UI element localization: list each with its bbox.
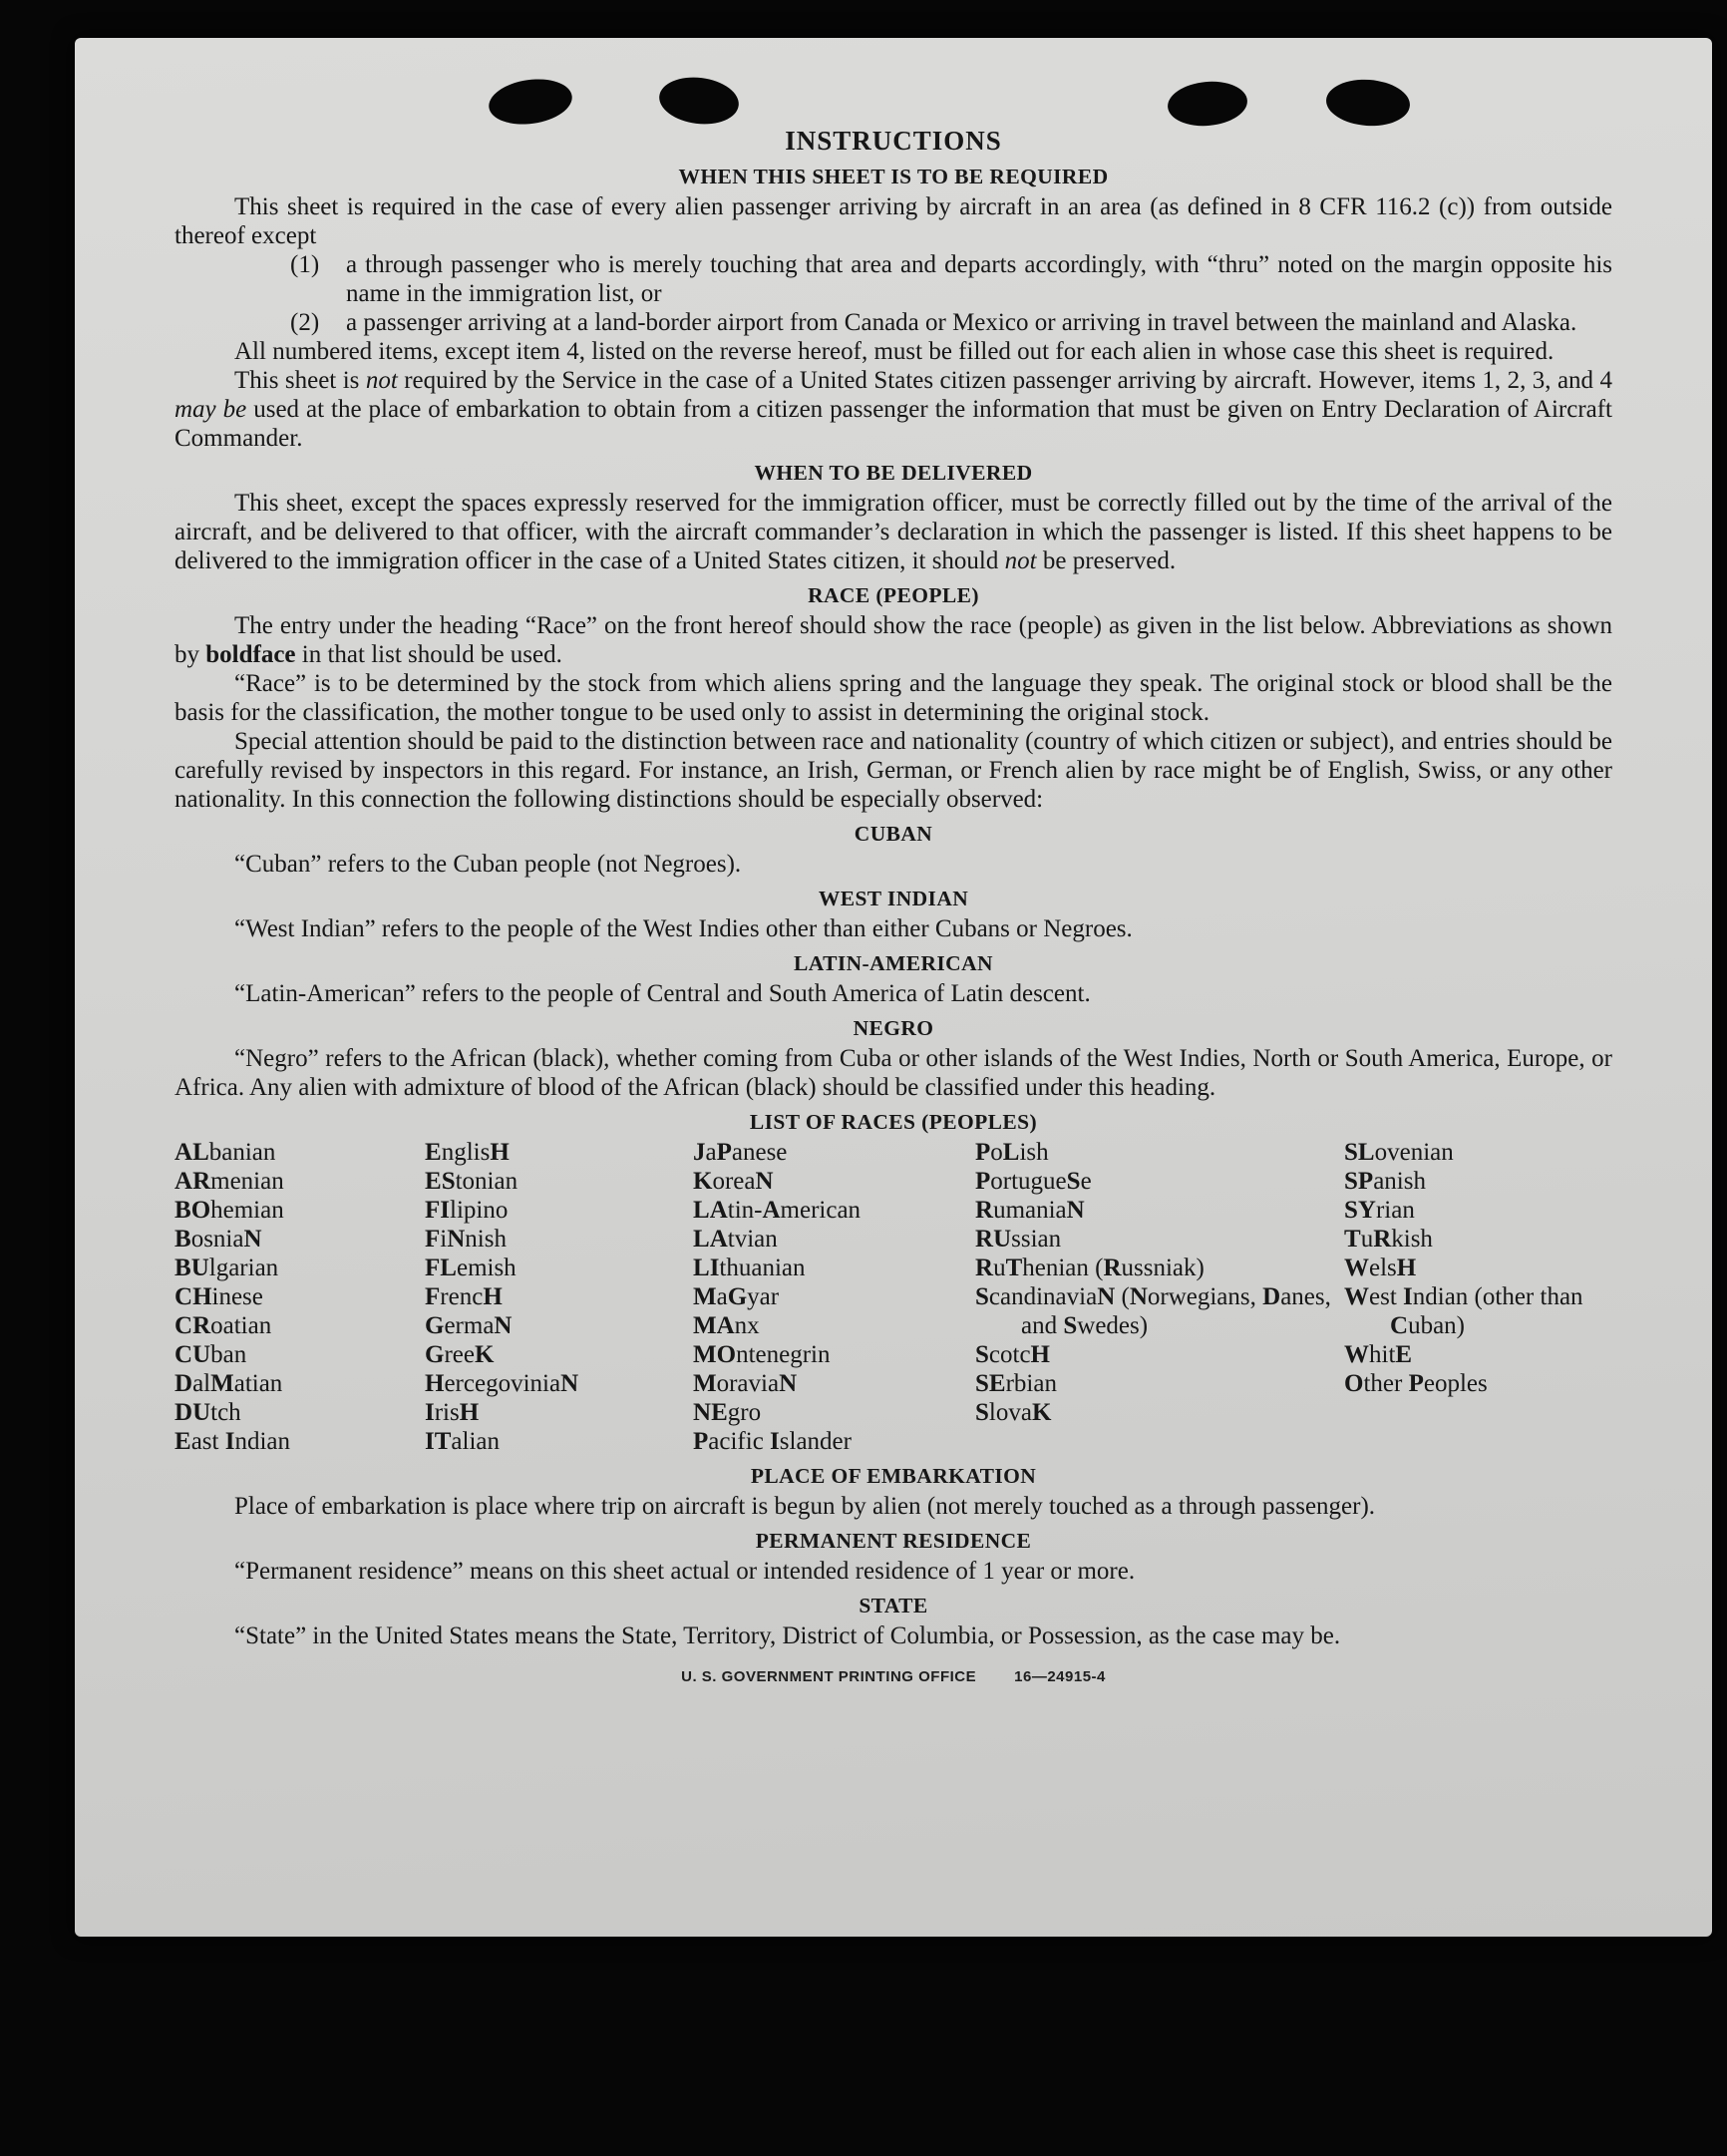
race-item: RumaniaN (975, 1197, 1085, 1224)
race-item: West Indian (other than Cuban) (1344, 1283, 1583, 1339)
paragraph-delivered-1: This sheet, except the spaces expressly reserved for the immigration officer, must be correctly filled out by the time of the arrival of the aircraft, and be delivered to that officer, with the aircraft commander’s declaration in which the passenger is listed. If this sheet happens to be delivered to the immigration officer in the case of a United States citizen, it should not be preserved. (174, 490, 1612, 574)
race-item: JaPanese (693, 1139, 788, 1166)
race-item: DalMatian (174, 1370, 283, 1397)
race-item: HercegoviniaN (425, 1370, 579, 1397)
list-text: a through passenger who is merely touching that area and departs accordingly, with “thru” noted on the margin opposite his name in the immigration list, or (346, 251, 1612, 307)
race-item: LIthuanian (693, 1255, 806, 1281)
race-item: WelsH (1344, 1255, 1417, 1281)
list-text: a passenger arriving at a land-border airport from Canada or Mexico or arriving in travel between the mainland and Alaska. (346, 309, 1577, 336)
paragraph-state: “State” in the United States means the State, Territory, District of Columbia, or Possession, as the case may be. (234, 1622, 1341, 1649)
punch-hole (486, 74, 574, 129)
race-item: IrisH (425, 1399, 480, 1426)
race-item: DUtch (174, 1399, 241, 1426)
document-title: INSTRUCTIONS (785, 126, 1002, 156)
race-item: FLemish (425, 1255, 517, 1281)
race-item: BUlgarian (174, 1255, 279, 1281)
paragraph-west-indian: “West Indian” refers to the people of the West Indies other than either Cubans or Negroes. (234, 915, 1133, 942)
section-heading-cuban: CUBAN (854, 822, 933, 846)
race-item: TuRkish (1344, 1226, 1433, 1253)
document-sheet (75, 38, 1712, 1937)
races-column (425, 1138, 693, 1456)
race-item: SYrian (1344, 1197, 1415, 1224)
race-item: CUban (174, 1341, 247, 1368)
race-item: ALbanian (174, 1139, 276, 1166)
race-item: SLovenian (1344, 1139, 1454, 1166)
race-item: KoreaN (693, 1168, 774, 1195)
section-heading-race: RACE (PEOPLE) (808, 583, 979, 607)
section-heading-embarkation: PLACE OF EMBARKATION (750, 1464, 1037, 1488)
punch-holes (75, 78, 1712, 130)
paragraph-required-intro: This sheet is required in the case of every alien passenger arriving by aircraft in an area (as defined in 8 CFR 116.2 (c)) from outside thereof except (174, 193, 1612, 249)
paragraph-residence: “Permanent residence” means on this sheet actual or intended residence of 1 year or more. (234, 1558, 1136, 1585)
races-column (1344, 1138, 1612, 1456)
list-number: (1) (290, 251, 320, 278)
race-item: BosniaN (174, 1226, 262, 1253)
paragraph-embarkation: Place of embarkation is place where trip on aircraft is begun by alien (not merely touched as a through passenger). (234, 1493, 1376, 1520)
list-item-2 (174, 308, 1612, 337)
race-item: RUssian (975, 1226, 1062, 1253)
race-item: MaGyar (693, 1283, 780, 1310)
race-item: MoraviaN (693, 1370, 798, 1397)
races-column (975, 1138, 1344, 1456)
race-item: PortugueSe (975, 1168, 1092, 1195)
document-content (174, 126, 1612, 1685)
paragraph-race-2: “Race” is to be determined by the stock from which aliens spring and the language they speak. The original stock or blood shall be the basis for the classification, the mother tongue to be used only to assist in determining the original stock. (174, 670, 1612, 726)
race-item: ScandinaviaN (Norwegians, Danes, and Swedes) (975, 1283, 1331, 1339)
races-list (174, 1138, 1612, 1456)
race-item: SErbian (975, 1370, 1057, 1397)
section-heading-negro: NEGRO (853, 1016, 934, 1040)
race-item: RuThenian (Russniak) (975, 1255, 1205, 1281)
section-heading-when-delivered: WHEN TO BE DELIVERED (754, 461, 1033, 485)
section-heading-when-required: WHEN THIS SHEET IS TO BE REQUIRED (678, 165, 1109, 188)
race-item: Pacific Islander (693, 1428, 852, 1455)
list-number: (2) (290, 309, 320, 336)
race-item: GermaN (425, 1312, 513, 1339)
punch-hole (656, 73, 741, 128)
race-item: LAtvian (693, 1226, 778, 1253)
race-item: SPanish (1344, 1168, 1426, 1195)
race-item: CHinese (174, 1283, 263, 1310)
race-item: ITalian (425, 1428, 501, 1455)
form-number: 16—24915-4 (1014, 1668, 1106, 1685)
race-item: FiNnish (425, 1226, 507, 1253)
race-item: ScotcH (975, 1341, 1050, 1368)
punch-hole (1324, 77, 1411, 129)
printing-office-label: U. S. GOVERNMENT PRINTING OFFICE (681, 1668, 977, 1685)
race-item: PoLish (975, 1139, 1049, 1166)
race-item: EnglisH (425, 1139, 510, 1166)
race-item: CRoatian (174, 1312, 272, 1339)
paragraph-latin-american: “Latin-American” refers to the people of Central and South America of Latin descent. (234, 980, 1091, 1007)
paragraph-race-3: Special attention should be paid to the distinction between race and nationality (country of which citizen or subject), and entries should be carefully revised by inspectors in this regard. For instance, an Irish, German, or French alien by race might be of English, Swiss, or any other nationality. In this connection the following distinctions should be especially observed: (174, 728, 1612, 813)
race-item: ARmenian (174, 1168, 284, 1195)
race-item: FIlipino (425, 1197, 509, 1224)
race-item: WhitE (1344, 1341, 1413, 1368)
race-item: SlovaK (975, 1399, 1052, 1426)
race-item: LAtin-American (693, 1197, 862, 1224)
paragraph-cuban: “Cuban” refers to the Cuban people (not Negroes). (234, 851, 742, 878)
race-item: NEgro (693, 1399, 762, 1426)
paragraph-race-1: The entry under the heading “Race” on the front hereof should show the race (people) as given in the list below. Abbreviations as shown by boldface in that list should be used. (174, 612, 1612, 668)
punch-hole (1166, 79, 1249, 130)
section-heading-west-indian: WEST INDIAN (818, 887, 969, 910)
race-item: MAnx (693, 1312, 760, 1339)
race-item: FrencH (425, 1283, 503, 1310)
section-heading-state: STATE (859, 1594, 928, 1617)
race-item: GreeK (425, 1341, 495, 1368)
paragraph-negro: “Negro” refers to the African (black), whether coming from Cuba or other islands of the West Indies, North or South America, Europe, or Africa. Any alien with admixture of blood of the African (black) should be classified under this heading. (174, 1045, 1612, 1101)
section-heading-races-list: LIST OF RACES (PEOPLES) (749, 1110, 1038, 1134)
race-item: East Indian (174, 1428, 290, 1455)
paragraph-required-3: This sheet is not required by the Service in the case of a United States citizen passenger arriving by aircraft. However, items 1, 2, 3, and 4 may be used at the place of embarkation to obtain from a citizen passenger the information that must be given on Entry Declaration of Aircraft Commander. (174, 367, 1613, 452)
races-column (174, 1138, 425, 1456)
races-column (693, 1138, 975, 1456)
race-item: Other Peoples (1344, 1370, 1488, 1397)
race-item: EStonian (425, 1168, 518, 1195)
paragraph-required-2: All numbered items, except item 4, listed on the reverse hereof, must be filled out for each alien in whose case this sheet is required. (234, 338, 1554, 365)
race-item: BOhemian (174, 1197, 284, 1224)
section-heading-latin-american: LATIN-AMERICAN (794, 951, 993, 975)
list-item-1 (174, 250, 1612, 308)
race-item: MOntenegrin (693, 1341, 831, 1368)
section-heading-residence: PERMANENT RESIDENCE (755, 1529, 1032, 1553)
print-office-footer (174, 1668, 1612, 1685)
